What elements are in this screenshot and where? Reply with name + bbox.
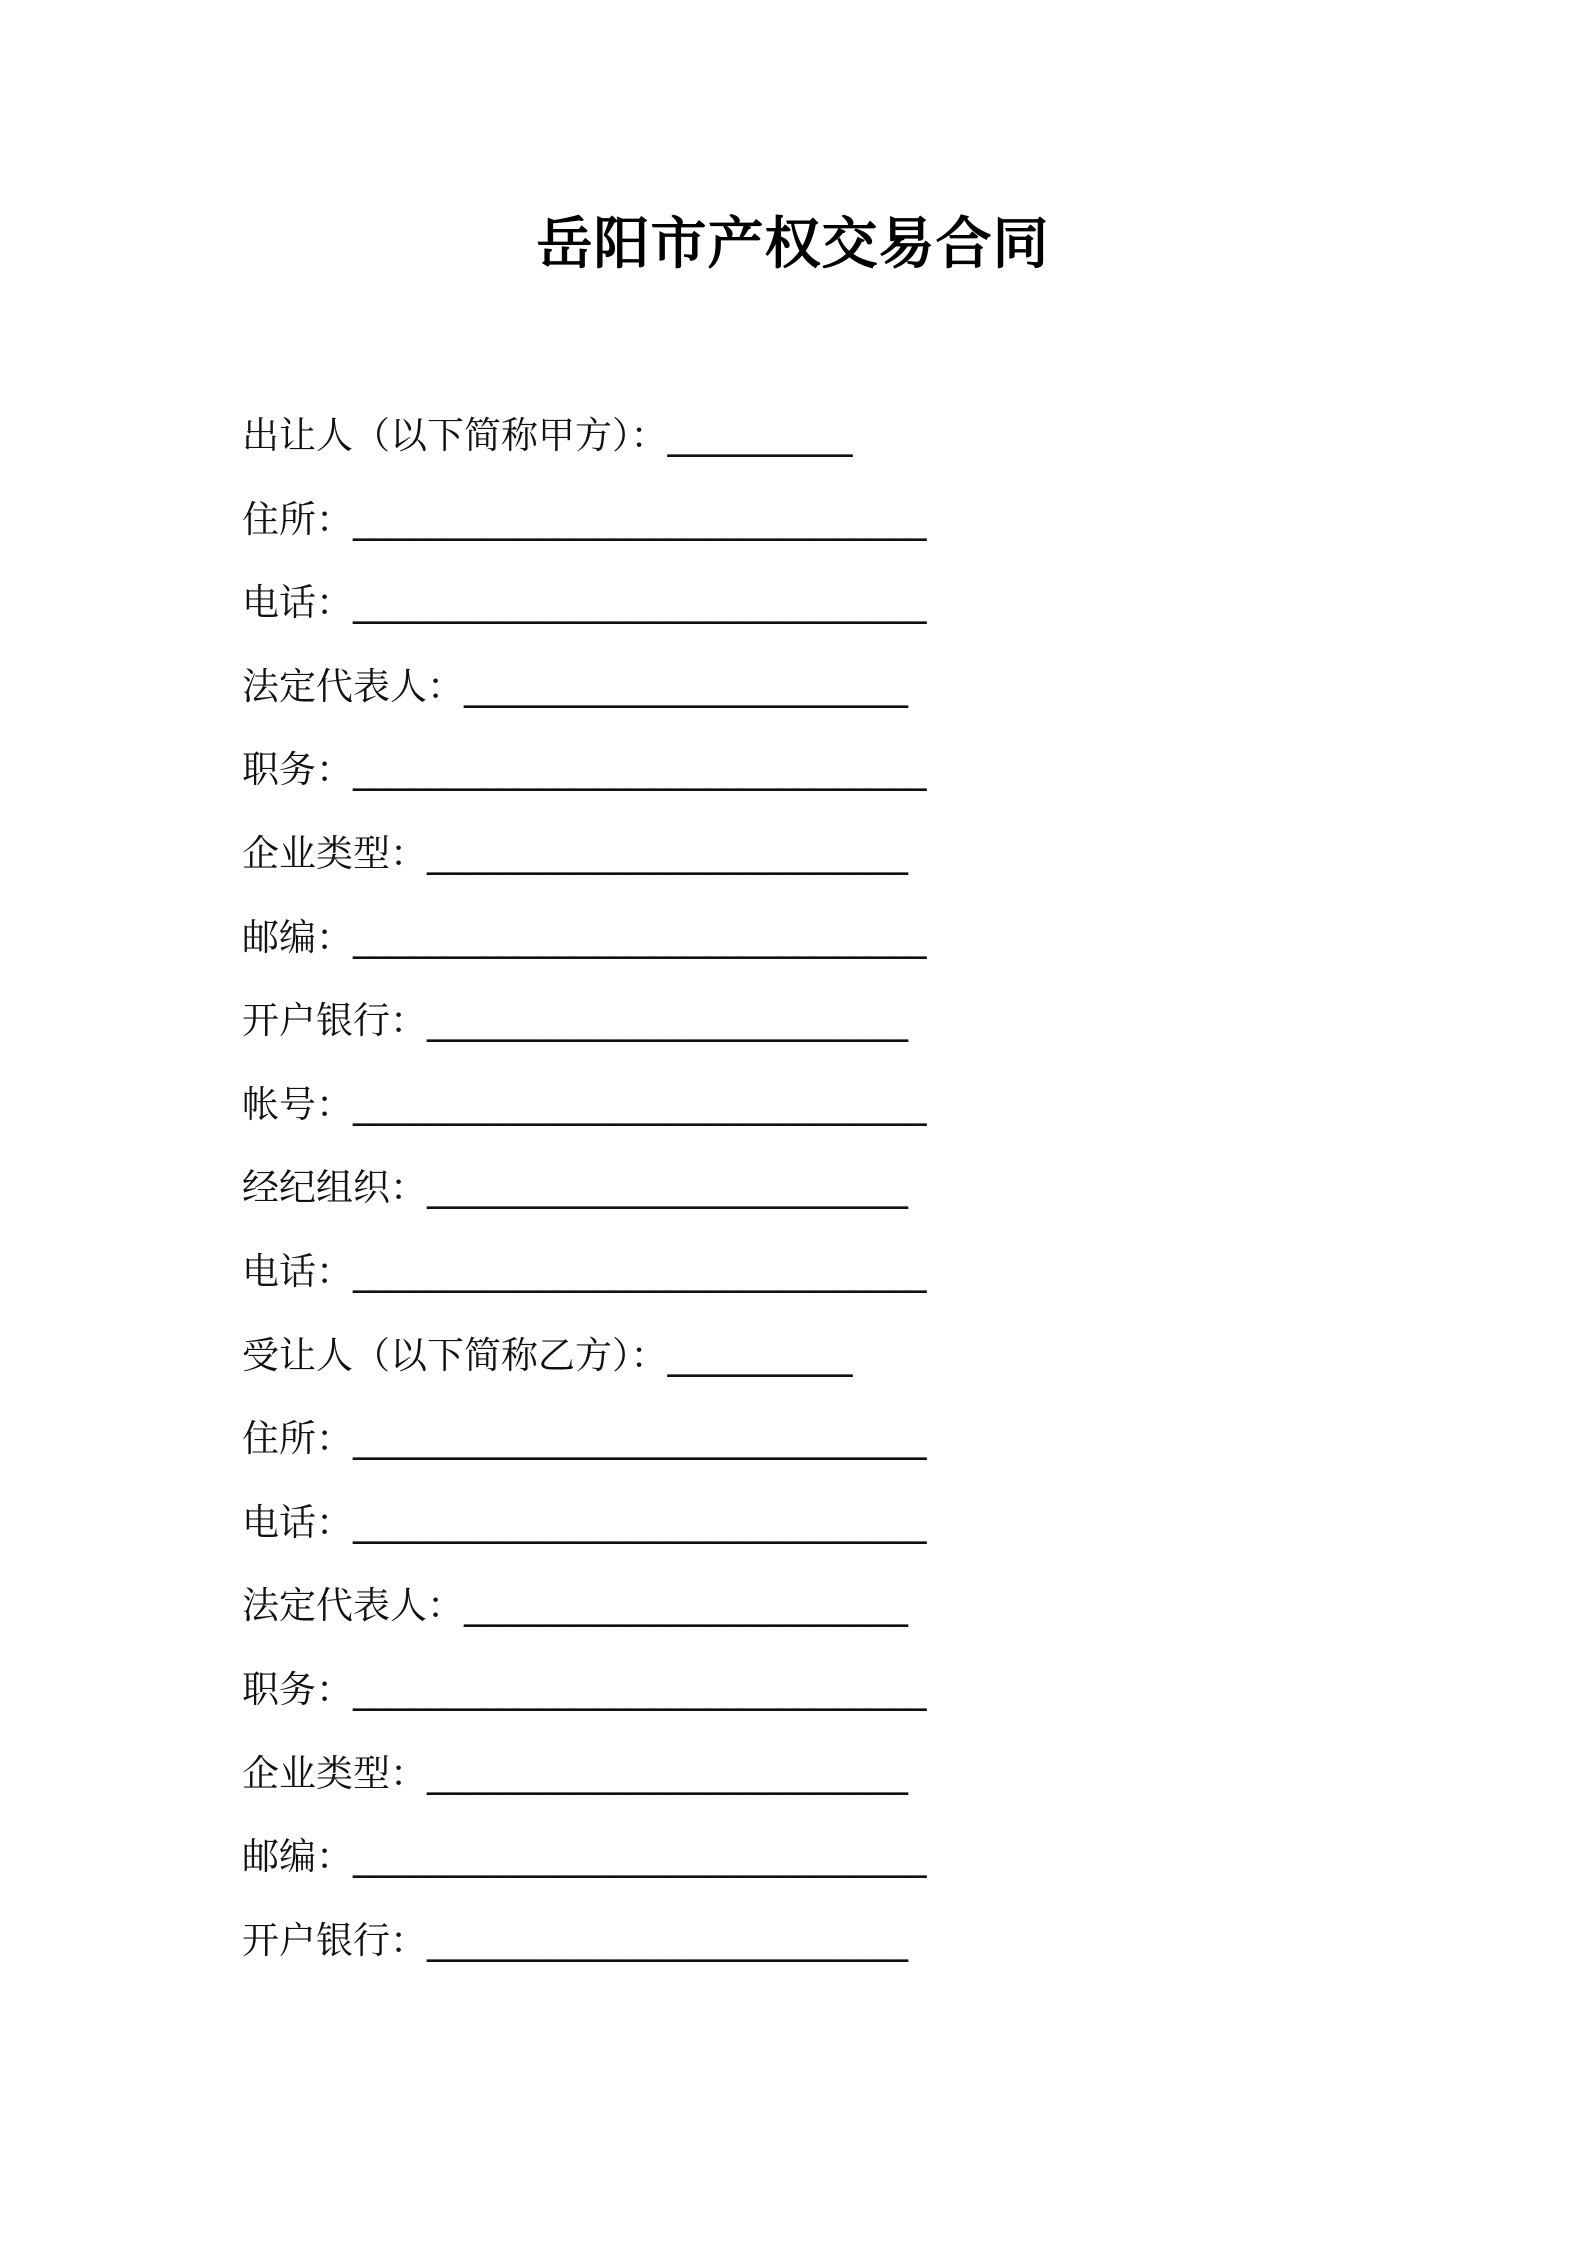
fill-in-blank: __________________________ xyxy=(427,1166,908,1210)
fill-in-blank: ________________________ xyxy=(464,664,908,708)
field-label: 出让人（以下简称甲方）： xyxy=(242,414,668,457)
fill-in-blank: _______________________________ xyxy=(353,581,927,625)
fill-in-blank: _______________________________ xyxy=(353,1835,927,1879)
field-label: 邮编： xyxy=(242,1835,353,1879)
transferee-postcode-row xyxy=(242,1815,1342,1899)
field-label: 企业类型： xyxy=(242,1751,427,1795)
fill-in-blank: _______________________________ xyxy=(353,1500,927,1544)
fill-in-blank: _______________________________ xyxy=(353,1417,927,1461)
field-label: 开户银行： xyxy=(242,1918,427,1962)
transferor-address-row xyxy=(242,478,1342,562)
field-label: 邮编： xyxy=(242,915,353,959)
transferor-legal-representative-row xyxy=(242,645,1342,729)
transferee-position-row xyxy=(242,1648,1342,1732)
transferor-name-row xyxy=(242,394,1342,478)
fill-in-blank: __________ xyxy=(667,1333,853,1377)
party-info-fields xyxy=(242,394,1342,1982)
fill-in-blank: __________________________ xyxy=(427,1751,908,1795)
transferor-postcode-row xyxy=(242,896,1342,980)
transferor-bank-row xyxy=(242,979,1342,1063)
field-label: 住所： xyxy=(242,497,353,541)
field-label: 开户银行： xyxy=(242,999,427,1043)
transferor-phone-row xyxy=(242,561,1342,645)
transferor-enterprise-type-row xyxy=(242,812,1342,896)
fill-in-blank: _______________________________ xyxy=(353,748,927,792)
fill-in-blank: _______________________________ xyxy=(353,1249,927,1293)
field-label: 电话： xyxy=(242,581,353,625)
fill-in-blank: __________________________ xyxy=(427,999,908,1043)
fill-in-blank: __________ xyxy=(667,414,853,457)
fill-in-blank: _______________________________ xyxy=(353,915,927,959)
transferor-account-row xyxy=(242,1063,1342,1147)
transferee-legal-representative-row xyxy=(242,1564,1342,1648)
fill-in-blank: __________________________ xyxy=(427,831,908,875)
field-label: 职务： xyxy=(242,1667,353,1711)
field-label: 经纪组织： xyxy=(242,1166,427,1210)
field-label: 法定代表人： xyxy=(242,1584,464,1628)
broker-organization-row xyxy=(242,1146,1342,1230)
field-label: 住所： xyxy=(242,1417,353,1461)
fill-in-blank: _______________________________ xyxy=(353,1082,927,1126)
broker-phone-row xyxy=(242,1230,1342,1314)
transferor-position-row xyxy=(242,728,1342,812)
field-label: 企业类型： xyxy=(242,831,427,875)
field-label: 法定代表人： xyxy=(242,664,464,708)
field-label: 电话： xyxy=(242,1249,353,1293)
transferee-bank-row xyxy=(242,1899,1342,1983)
transferee-name-row xyxy=(242,1314,1342,1398)
fill-in-blank: _______________________________ xyxy=(353,497,927,541)
field-label: 职务： xyxy=(242,748,353,792)
fill-in-blank: __________________________ xyxy=(427,1918,908,1962)
field-label: 帐号： xyxy=(242,1082,353,1126)
transferee-enterprise-type-row xyxy=(242,1732,1342,1816)
fill-in-blank: _______________________________ xyxy=(353,1667,927,1711)
field-label: 电话： xyxy=(242,1500,353,1544)
field-label: 受让人（以下简称乙方）： xyxy=(242,1333,668,1377)
transferee-address-row xyxy=(242,1397,1342,1481)
transferee-phone-row xyxy=(242,1481,1342,1565)
document-title: 岳阳市产权交易合同 xyxy=(536,212,1050,277)
fill-in-blank: ________________________ xyxy=(464,1584,908,1628)
